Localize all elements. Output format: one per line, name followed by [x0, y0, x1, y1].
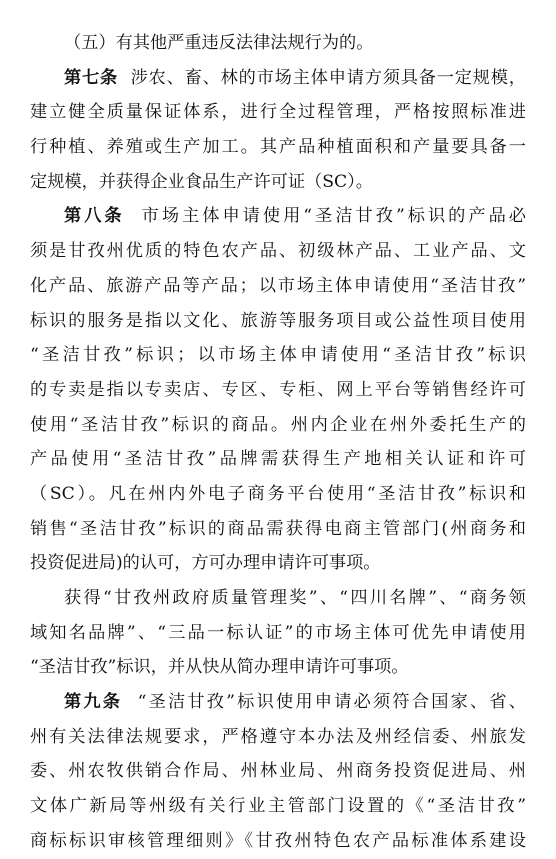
article-9-line-2: 州有关法律法规要求，严格遵守本办法及州经信委、州旅发 — [30, 726, 526, 747]
article-7-line-4: 定规模，并获得企业食品生产许可证（SC）。 — [30, 171, 373, 192]
article-7-line-1 — [30, 61, 526, 96]
article-8-line-9: （SC）。凡在州内外电子商务平台使用“圣洁甘孜”标识和 — [30, 483, 526, 504]
article-7-text: 涉农、畜、林的市场主体申请方须具备一定规模， — [130, 67, 526, 88]
article-9-line-5: 商标标识审核管理细则》《甘孜州特色农产品标准体系建设 — [30, 830, 526, 851]
article-8-heading: 第八条 — [64, 206, 125, 227]
article-9-line-4: 文体广新局等州级有关行业主管部门设置的《“圣洁甘孜” — [30, 796, 526, 817]
article-9-line-3: 委、州农牧供销合作局、州林业局、州商务投资促进局、州 — [30, 761, 526, 782]
awards-line-1: 获得“甘孜州政府质量管理奖”、“四川名牌”、“商务领 — [64, 588, 526, 608]
item-5-line: （五）有其他严重违反法律法规行为的。 — [64, 33, 374, 53]
awards-line-3: “圣洁甘孜”标识，并从快从简办理申请许可事项。 — [30, 657, 409, 678]
article-7-heading: 第七条 — [64, 67, 119, 88]
article-8-line-2: 须是甘孜州优质的特色农产品、初级林产品、工业产品、文 — [30, 241, 526, 262]
article-7-line-2: 建立健全质量保证体系，进行全过程管理，严格按照标准进 — [30, 102, 526, 123]
article-9-line-1 — [30, 685, 526, 720]
article-8-line-10: 销售“圣洁甘孜”标识的商品需获得电商主管部门(州商务和 — [30, 518, 526, 539]
article-9-text: “圣洁甘孜”标识使用申请必须符合国家、省、 — [137, 692, 526, 713]
article-9-heading: 第九条 — [64, 692, 123, 713]
article-7-line-3: 行种植、养殖或生产加工。其产品种植面积和产量要具备一 — [30, 137, 526, 158]
article-8-text: 市场主体申请使用“圣洁甘孜”标识的产品必 — [141, 206, 526, 227]
article-8-line-1 — [30, 199, 526, 234]
article-8-line-4: 标识的服务是指以文化、旅游等服务项目或公益性项目使用 — [30, 310, 526, 331]
article-8-line-5: “圣洁甘孜”标识；以市场主体申请使用“圣洁甘孜”标识 — [30, 345, 526, 366]
article-8-line-8: 产品使用“圣洁甘孜”品牌需获得生产地相关认证和许可 — [30, 449, 526, 470]
article-8-line-3: 化产品、旅游产品等产品；以市场主体申请使用“圣洁甘孜” — [30, 275, 526, 296]
awards-line-2: 域知名品牌”、“三品一标认证”的市场主体可优先申请使用 — [30, 622, 526, 643]
article-8-line-7: 使用“圣洁甘孜”标识的商品。州内企业在州外委托生产的 — [30, 414, 526, 435]
article-8-line-11: 投资促进局)的认可，方可办理申请许可事项。 — [30, 553, 381, 574]
article-8-line-6: 的专卖是指以专卖店、专区、专柜、网上平台等销售经许可 — [30, 379, 526, 400]
